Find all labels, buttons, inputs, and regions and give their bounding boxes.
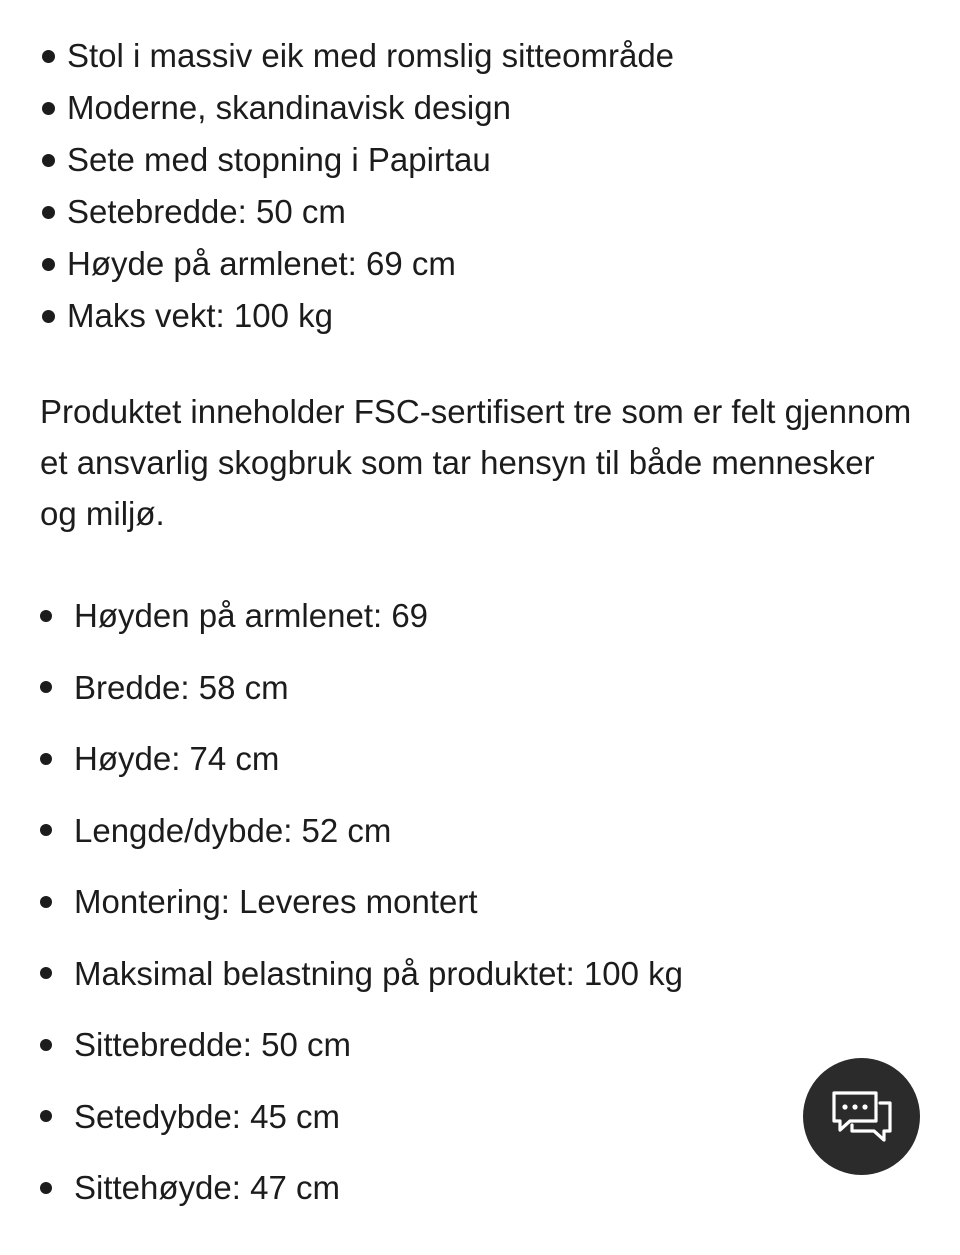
feature-item [40, 238, 920, 290]
spec-text: Bredde: 58 cm [74, 668, 289, 706]
bullet-icon [40, 753, 52, 765]
spec-item [40, 1009, 920, 1081]
spec-item [40, 652, 920, 724]
chat-button[interactable] [803, 1058, 920, 1175]
spec-item [40, 795, 920, 867]
bullet-icon [40, 1182, 52, 1194]
bullet-icon [40, 967, 52, 979]
spec-item [40, 866, 920, 938]
bullet-icon [40, 1039, 52, 1051]
spec-text: Lengde/dybde: 52 cm [74, 811, 392, 849]
feature-item [40, 30, 920, 82]
feature-text: Setebredde: 50 cm [67, 193, 346, 230]
spec-item [40, 938, 920, 1010]
feature-item [40, 186, 920, 238]
feature-text: Stol i massiv eik med romslig sitteområde [67, 37, 675, 74]
spec-text: Høyde: 74 cm [74, 740, 280, 777]
spec-list [40, 580, 920, 1224]
feature-item [40, 82, 920, 134]
bullet-icon [40, 896, 52, 908]
spec-text: Sittehøyde: 47 cm [74, 1169, 340, 1206]
bullet-icon [40, 681, 52, 693]
feature-text: Sete med stopning i Papirtau [67, 141, 491, 178]
feature-text: Høyde på armlenet: 69 cm [67, 245, 456, 282]
feature-item [40, 290, 920, 342]
spec-item [40, 1081, 920, 1153]
chat-bubbles-icon [830, 1089, 894, 1145]
bullet-icon [40, 824, 52, 836]
spec-text: Maksimal belastning på produktet: 100 kg [74, 954, 684, 992]
feature-list [40, 30, 920, 342]
spec-item [40, 723, 920, 795]
feature-text: Maks vekt: 100 kg [67, 297, 333, 334]
product-details [40, 30, 920, 539]
spec-text: Montering: Leveres montert [74, 883, 478, 920]
spec-text: Høyden på armlenet: 69 [74, 597, 429, 634]
feature-item [40, 134, 920, 186]
feature-text: Moderne, skandinavisk design [67, 89, 511, 126]
spec-item [40, 1152, 920, 1224]
spec-item [40, 580, 920, 652]
bullet-icon [42, 154, 55, 167]
spec-text: Setedybde: 45 cm [74, 1097, 340, 1135]
bullet-icon [42, 50, 55, 63]
bullet-icon [40, 1110, 52, 1122]
bullet-icon [42, 258, 55, 271]
bullet-icon [40, 610, 52, 622]
spec-text: Sittebredde: 50 cm [74, 1026, 351, 1063]
product-description: Produktet inneholder FSC-sertifisert tre som er felt gjennom et ansvarlig skogbruk som tar hensyn til både mennesker og miljø. [40, 393, 912, 532]
bullet-icon [42, 102, 55, 115]
bullet-icon [42, 310, 55, 323]
bullet-icon [42, 206, 55, 219]
